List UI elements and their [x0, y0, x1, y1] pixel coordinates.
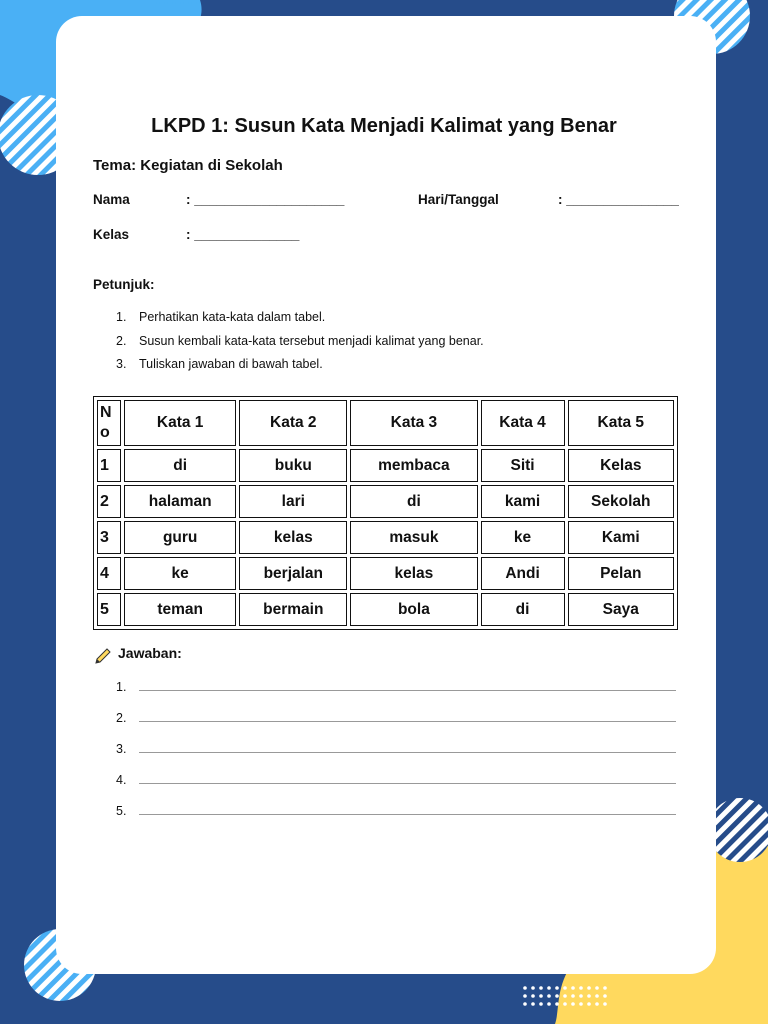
answer-heading: Jawaban:: [118, 645, 182, 661]
table-cell: bermain: [239, 593, 347, 626]
pencil-icon: [93, 646, 113, 666]
table-cell: buku: [239, 449, 347, 482]
instructions-list: [116, 307, 484, 378]
table-cell: 4: [97, 557, 121, 590]
table-cell: di: [124, 449, 236, 482]
table-cell: di: [481, 593, 565, 626]
hari-tanggal-field[interactable]: : _______________: [558, 192, 679, 207]
answer-line[interactable]: 4.: [116, 773, 676, 793]
nama-label: Nama: [93, 192, 130, 207]
table-cell: Pelan: [568, 557, 674, 590]
header-no: N o: [97, 400, 121, 446]
word-table: [93, 396, 678, 630]
table-cell: Saya: [568, 593, 674, 626]
kelas-label: Kelas: [93, 227, 130, 242]
table-cell: Kami: [568, 521, 674, 554]
table-row: [97, 449, 674, 482]
table-cell: Kelas: [568, 449, 674, 482]
table-row: [97, 485, 674, 518]
table-cell: bola: [350, 593, 477, 626]
nama-field[interactable]: : ____________________: [186, 192, 345, 207]
answer-line[interactable]: 3.: [116, 742, 676, 762]
table-cell: di: [350, 485, 477, 518]
header-kata-2: Kata 2: [239, 400, 347, 446]
table-cell: teman: [124, 593, 236, 626]
theme-heading: Tema: Kegiatan di Sekolah: [93, 157, 283, 174]
table-cell: kelas: [239, 521, 347, 554]
instructions-heading: Petunjuk:: [93, 277, 155, 292]
table-cell: berjalan: [239, 557, 347, 590]
table-header-row: [97, 400, 674, 446]
table-cell: 1: [97, 449, 121, 482]
table-row: [97, 521, 674, 554]
instruction-item: 3. Tuliskan jawaban di bawah tabel.: [116, 357, 323, 371]
table-cell: 3: [97, 521, 121, 554]
instruction-item: 1. Perhatikan kata-kata dalam tabel.: [116, 310, 326, 324]
table-cell: Andi: [481, 557, 565, 590]
table-row: [97, 557, 674, 590]
answer-line[interactable]: 2.: [116, 711, 676, 731]
table-cell: 2: [97, 485, 121, 518]
table-cell: masuk: [350, 521, 477, 554]
header-kata-5: Kata 5: [568, 400, 674, 446]
table-cell: ke: [481, 521, 565, 554]
table-cell: membaca: [350, 449, 477, 482]
header-kata-1: Kata 1: [124, 400, 236, 446]
header-kata-4: Kata 4: [481, 400, 565, 446]
table-cell: Siti: [481, 449, 565, 482]
hari-tanggal-label: Hari/Tanggal: [418, 192, 499, 207]
table-cell: 5: [97, 593, 121, 626]
table-cell: halaman: [124, 485, 236, 518]
kelas-field[interactable]: : ______________: [186, 227, 300, 242]
table-cell: kami: [481, 485, 565, 518]
table-cell: lari: [239, 485, 347, 518]
table-cell: kelas: [350, 557, 477, 590]
answer-line[interactable]: 1.: [116, 680, 676, 700]
page-title: LKPD 1: Susun Kata Menjadi Kalimat yang Benar: [151, 115, 617, 137]
instruction-item: 2. Susun kembali kata-kata tersebut menjadi kalimat yang benar.: [116, 333, 484, 348]
table-cell: Sekolah: [568, 485, 674, 518]
table-cell: guru: [124, 521, 236, 554]
header-kata-3: Kata 3: [350, 400, 477, 446]
table-row: [97, 593, 674, 626]
answer-line[interactable]: 5.: [116, 804, 676, 824]
table-cell: ke: [124, 557, 236, 590]
